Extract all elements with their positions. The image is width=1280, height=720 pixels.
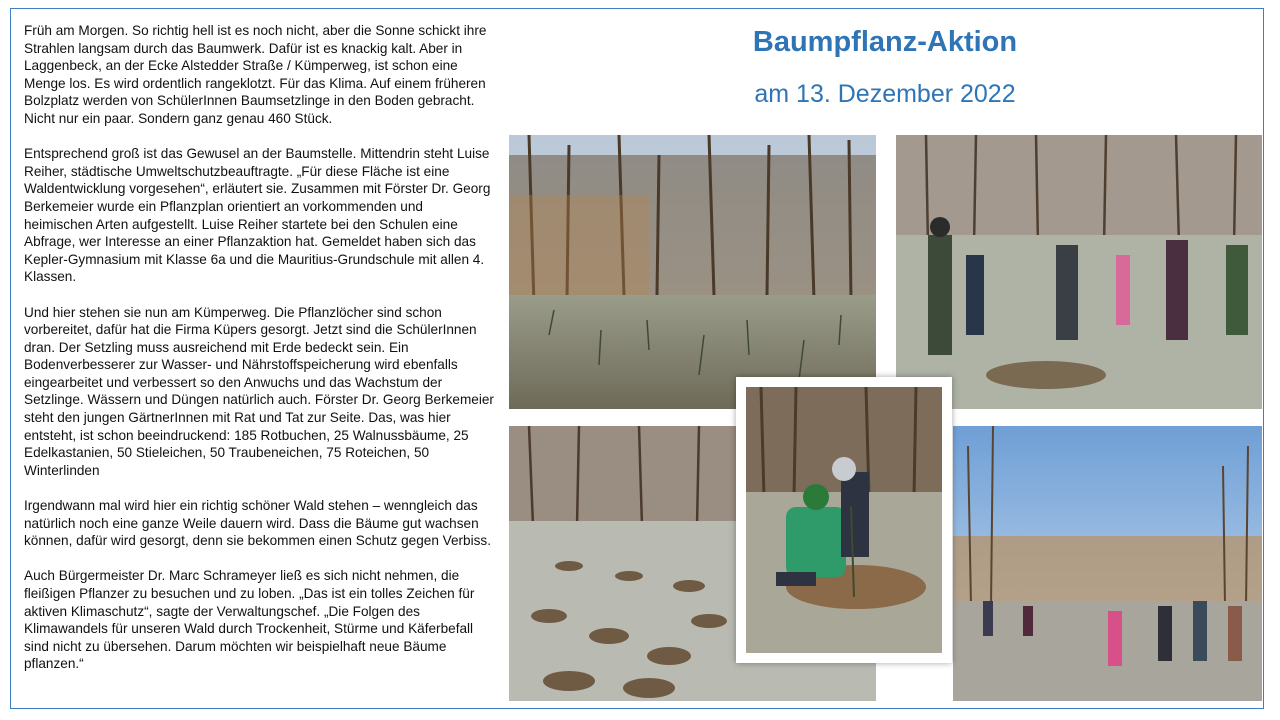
paragraph-3: Und hier stehen sie nun am Kümperweg. Die Pflanzlöcher sind schon vorbereitet, dafür hat die Firma Küpers gesorgt. Jetzt sind die SchülerInnen dran. Der Setzling muss ausreichend mit Erde bedeckt sein. Ein Bodenverbesserer zur Wasser- und Nährstoffspeicherung wird ebenfalls eingearbeitet und verbessert so den Anwuchs und das Wachstum der Setzlinge. Wässern und Düngen natürlich auch. Förster Dr. Georg Berkemeier steht den jungen GärtnerInnen mit Rat und Tat zur Seite. Das, was hier entsteht, ist schon beeindruckend: 185 Rotbuchen, 25 Walnussbäume, 25 Edelkastanien, 50 Stieleichen, 50 Traubeneichen, 75 Roteichen, 50 Winterlinden <box>24 304 494 478</box>
photo-frame-child-planting <box>736 377 952 663</box>
paragraph-2: Entsprechend groß ist das Gewusel an der Baumstelle. Mittendrin steht Luise Reiher, städtische Umweltschutzbeauftragte. „Für diese Fläche ist eine Waldentwicklung vorgesehen“, erläutert sie. Zusammen mit Förster Dr. Georg Berkemeier wurde ein Pflanzplan orientiert an vorkommenden und heimischen Arten aufgestellt. Luise Reiher startete bei den Schulen eine Abfrage, wer Interesse an einer Pflanzaktion hat. Gemeldet haben sich das Kepler-Gymnasium mit Klasse 6a und die Mauritius-Grundschule mit allen 4. Klassen. <box>24 146 491 285</box>
photo-child-planting-sapling <box>746 387 942 653</box>
photo-planted-field-forest-edge <box>509 135 876 409</box>
photo-children-group-blue-sky <box>953 426 1262 701</box>
paragraph-1: Früh am Morgen. So richtig hell ist es noch nicht, aber die Sonne schickt ihre Strahlen langsam durch das Baumwerk. Dafür ist es knackig kalt. Aber in Laggenbeck, an der Ecke Alstedder Straße / Kümperweg, ist schon eine Menge los. Es wird ordentlich rangeklotzt. Für das Klima. Auf einem früheren Bolzplatz werden von SchülerInnen Baumsetzlinge in den Boden gebracht. Nicht nur ein paar. Sondern ganz genau 460 Stück. <box>24 23 487 126</box>
paragraph-5: Auch Bürgermeister Dr. Marc Schrameyer ließ es sich nicht nehmen, die fleißigen Pflanzer zu besuchen und zu loben. „Das ist ein tolles Zeichen für aktiven Klimaschutz“, sagte der Verwaltungschef. „Die Folgen des Klimawandels für unseren Wald durch Trockenheit, Stürme und Käferbefall sind nicht zu übersehen. Darum möchten wir beispielhaft neue Bäume pflanzen.“ <box>24 568 475 672</box>
page-subtitle-date: am 13. Dezember 2022 <box>754 80 1016 108</box>
page-title: Baumpflanz-Aktion <box>752 26 1018 58</box>
paragraph-4: Irgendwann mal wird hier ein richtig schöner Wald stehen – wenngleich das natürlich noch eine ganze Weile dauern wird. Dass die Bäume gut wachsen können, dafür wird gesorgt, denn sie bekommen einen Schutz gegen Verbiss. <box>24 498 492 549</box>
photo-children-with-shovels <box>896 135 1262 409</box>
article-text <box>24 22 494 691</box>
